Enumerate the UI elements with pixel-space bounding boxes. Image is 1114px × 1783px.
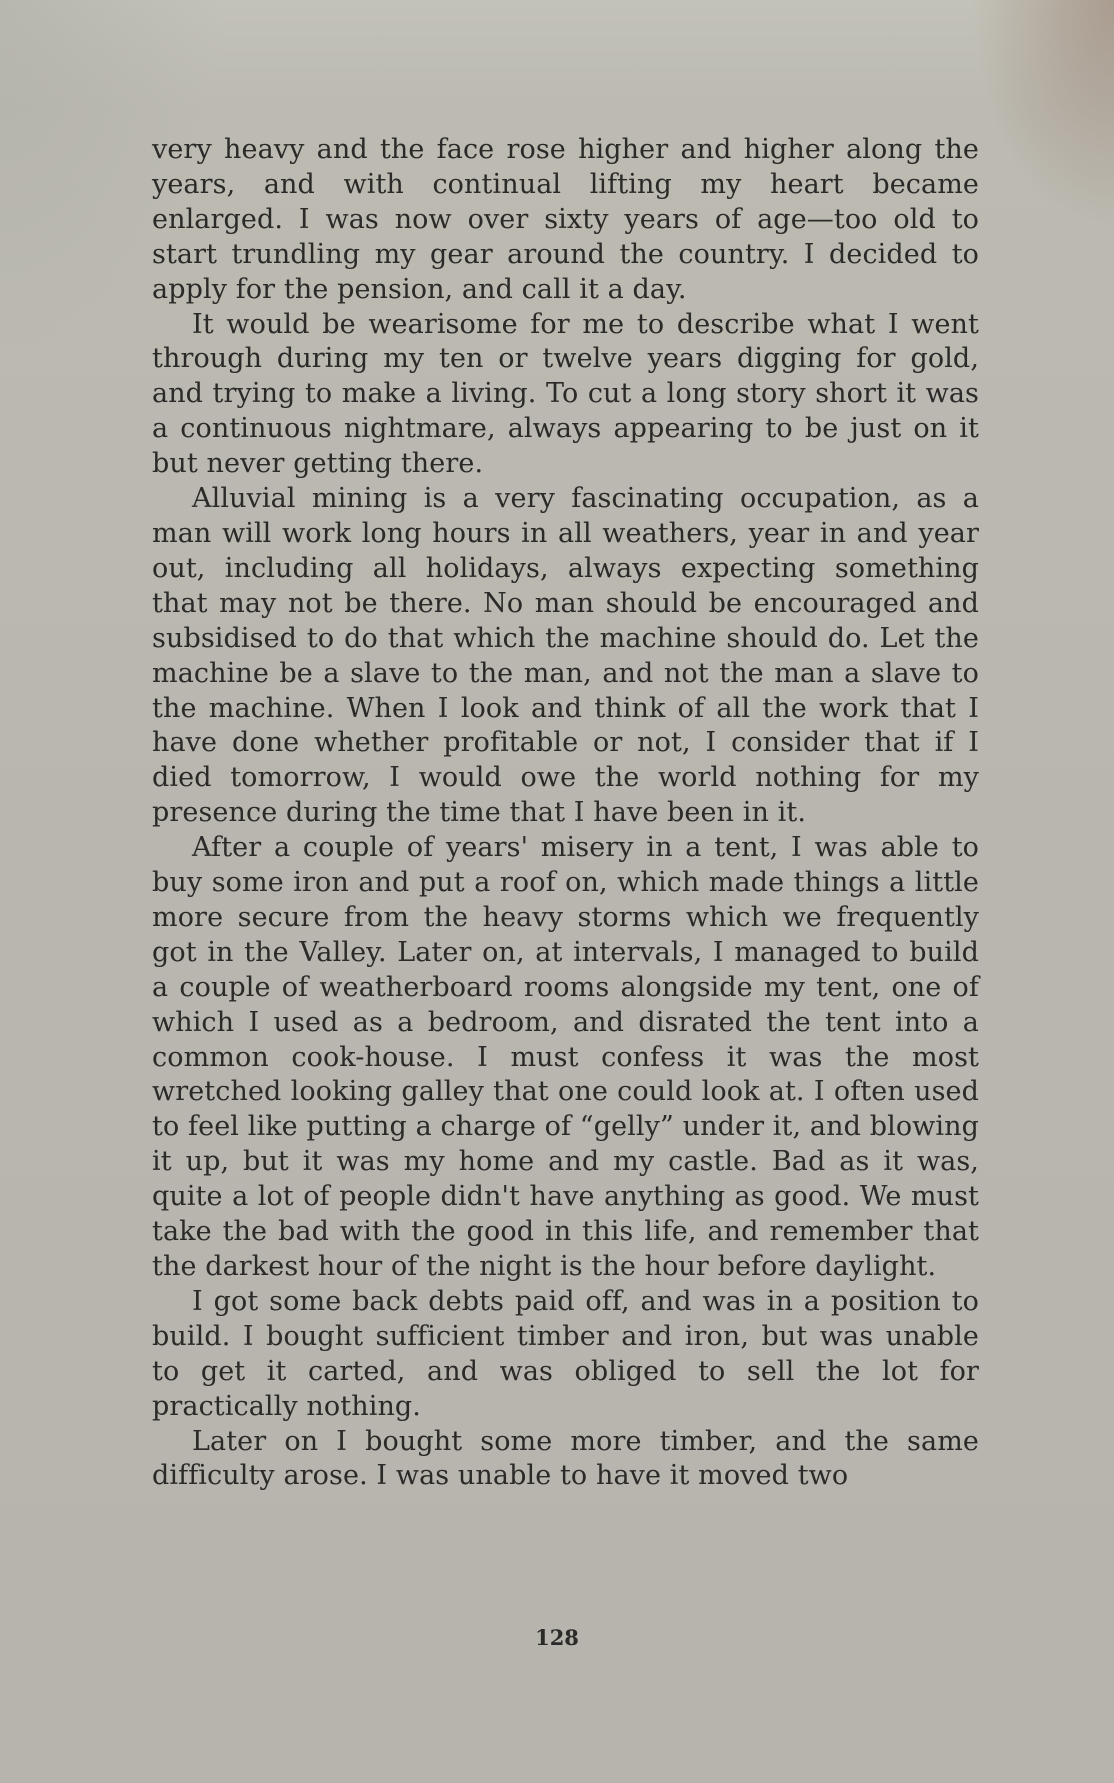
- paragraph-4: After a couple of years' misery in a tent, I was able to buy some iron and put a roof on, which made things a little more secure from the heavy storms which we frequently got in the Valley. Later on, at intervals, I managed to build a couple of weatherboard rooms alongside my tent, one of which I used as a bedroom, and disrated the tent into a common cook-house. I must confess it was the most wretched looking galley that one could look at. I often used to feel like putting a charge of “gelly” under it, and blowing it up, but it was my home and my castle. Bad as it was, quite a lot of people didn't have anything as good. We must take the bad with the good in this life, and remember that the darkest hour of the night is the hour before daylight.: [152, 832, 979, 1282]
- paragraph-5: I got some back debts paid off, and was in a position to build. I bought sufficient timber and iron, but was unable to get it carted, and was obliged to sell the lot for practically nothing.: [152, 1285, 979, 1422]
- body-text: [152, 133, 979, 1494]
- paragraph-2: It would be wearisome for me to describe what I went through during my ten or twelve years digging for gold, and trying to make a living. To cut a long story short it was a continuous nightmare, always appearing to be just on it but never getting there.: [152, 308, 979, 480]
- page-number: 128: [535, 1625, 579, 1650]
- paragraph-3: Alluvial mining is a very fascinating occupation, as a man will work long hours in all weathers, year in and year out, including all holidays, always expecting something that may not be there. No man should be encouraged and subsidised to do that which the machine should do. Let the machine be a slave to the man, and not the man a slave to the machine. When I look and think of all the work that I have done whether profitable or not, I consider that if I died tomorrow, I would owe the world nothing for my presence during the time that I have been in it.: [152, 483, 979, 829]
- paragraph-6: Later on I bought some more timber, and the same difficulty arose. I was unable to have it moved two: [152, 1425, 979, 1492]
- paragraph-1: very heavy and the face rose higher and higher along the years, and with continual lifting my heart became enlarged. I was now over sixty years of age—too old to start trundling my gear around the country. I decided to apply for the pension, and call it a day.: [152, 134, 979, 305]
